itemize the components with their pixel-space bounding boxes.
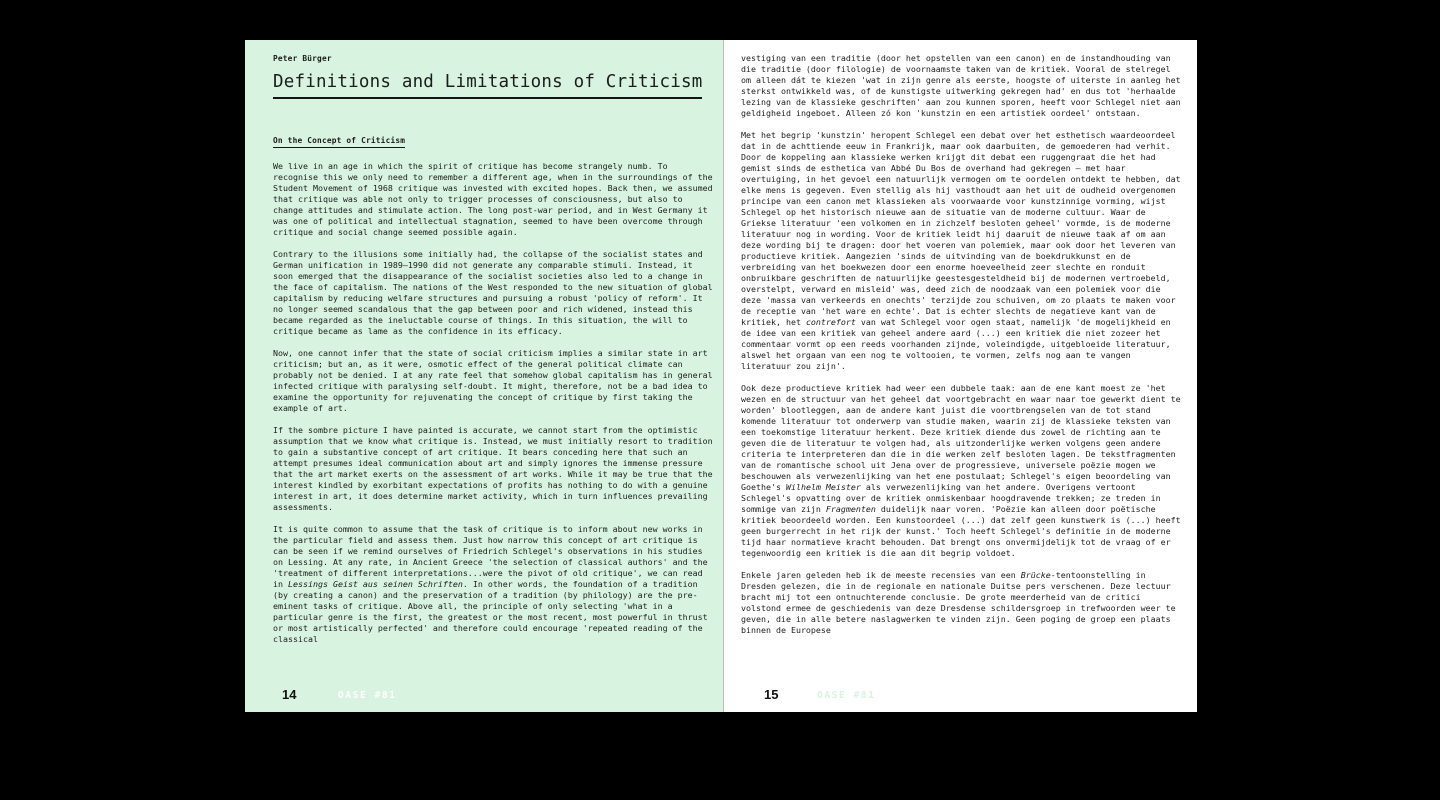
paragraph: If the sombre picture I have painted is accurate, we cannot start from the optimistic assumption that we know what critique is. Instead, we must initially resort to tradition to gain a substantive concept of art critique. It bears conceding here that such an attempt presumes ideal communication about art and simply ignores the immense pressure that the art market exerts on the assessment of art works. While it may be true that the interest kindled by exorbitant expectations of profits has nothing to do with a genuine interest in art, it does determine market activity, which in turn influences prevailing assessments.: [273, 425, 713, 512]
paragraph: Ook deze productieve kritiek had weer een dubbele taak: aan de ene kant moest ze 'het wezen en de structuur van het geheel dat voortgebracht en waar naar toe gewerkt dient te worden' blootleggen, aan de andere kant juist die voortbrengselen van de tot stand komende literatuur tot onderwerp van studie maken, waarin zij de klassieke teksten van een toekomstige literatuur herkent. Deze kritiek diende dus zowel de richting aan te geven die de literatuur te volgen had, als uitzonderlijke werken volgens geen andere criteria te interpreteren dan die in die werken zelf besloten lagen. De tekstfragmenten van de romantische school uit Jena over de progressieve, universele poëzie mogen we beschouwen als verwezenlijking van het ene postulaat; Schlegel's eigen beoordeling van Goethe's Wilhelm Meister als verwezenlijking van het andere. Overigens vertoont Schlegel's opvatting over de kritiek onmiskenbaar hoogdravende trekken; ze treden in sommige van zijn Fragmenten duidelijk naar voren. 'Poëzie kan alleen door poëtische kritiek beoordeeld worden. Een kunstoordeel (...) dat zelf geen kunstwerk is (...) heeft geen burgerrecht in het rijk der kunst.' Toch heeft Schlegel's definitie in de moderne tijd haar normatieve kracht behouden. Dat brengt ons onvermijdelijk tot de vraag of er tegenwoordig een kritiek is die aan dit begrip voldoet.: [741, 383, 1181, 558]
book-spread: [245, 40, 1196, 712]
page-number: 15: [764, 687, 779, 702]
paragraph: We live in an age in which the spirit of critique has become strangely numb. To recognise this we only need to remember a different age, when in the surroundings of the Student Movement of 1968 critique was invested with excited hopes. Back then, we assumed that critique was able not only to trigger processes of consciousness, but also to change attitudes and stimulate action. The long post-war period, and in West Germany it was one of political and intellectual stagnation, seemed to have been overcome through critique and social change seemed possible again.: [273, 161, 713, 237]
left-page-body-text: [273, 161, 713, 645]
page-number: 14: [282, 687, 297, 702]
author-name: Peter Bürger: [273, 54, 332, 63]
page-left: [245, 40, 723, 712]
right-page-body-text: [741, 53, 1181, 636]
page-right: [723, 40, 1197, 712]
journal-title: OASE #81: [817, 690, 876, 701]
page-footer-left: [245, 688, 723, 702]
section-heading: On the Concept of Criticism: [273, 136, 405, 148]
paragraph: Met het begrip 'kunstzin' heropent Schlegel een debat over het esthetisch waardeoordeel dat in de achttiende eeuw in Frankrijk, maar ook daarbuiten, de gemoederen had verhit. Door de koppeling aan klassieke werken krijgt dit debat een ruggengraat die het had gemist sinds de esthetica van Abbé Du Bos de overhand had gekregen — met haar overtuiging, in het gevoel een natuurlijk vermogen om te oordelen ontdekt te hebben, dat elke mens is gegeven. Even stellig als hij vasthoudt aan het uit de oudheid overgenomen principe van een canon met klassieken als voorwaarde voor kunstzinnige vorming, wijst Schlegel op het historisch nieuwe aan de situatie van de moderne cultuur. Waar de Griekse literatuur 'een volkomen en in zichzelf besloten geheel' vormde, is de moderne literatuur nog in wording. Voor de kritiek leidt hij daaruit de nieuwe taak af om aan deze wording bij te dragen: door het voeren van polemiek, maar ook door het leveren van productieve kritiek. Aangezien 'sinds de uitvinding van de boekdrukkunst en de verbreiding van het boekwezen door een enorme hoeveelheid zeer slechte en ronduit onbruikbare geschriften de natuurlijke geestesgesteldheid bij de modernen vertroebeld, overstelpt, verward en misleid' was, deed zich de noodzaak van een polemiek voor die deze 'massa van verkeerds en onechts' terzijde zou schuiven, om zo plaats te maken voor de receptie van 'het ware en echte'. Dat is echter slechts de negatieve kant van de kritiek, het contrefort van wat Schlegel voor ogen staat, namelijk 'de mogelijkheid en de idee van een kritiek van geheel andere aard (...) een kritiek die niet zozeer het commentaar vormt op een reeds voorhanden zijnde, voleindigde, uitgebloeide literatuur, alswel het orgaan van een nog te voltooien, te vormen, zelfs nog aan te vangen literatuur zou zijn'.: [741, 130, 1181, 371]
paragraph: It is quite common to assume that the task of critique is to inform about new works in the particular field and assess them. Just how narrow this concept of art critique is can be seen if we remind ourselves of Friedrich Schlegel's observations in his studies on Lessing. At any rate, in Ancient Greece 'the selection of classical authors' and the 'treatment of different interpretations...were the pivot of old critique', we can read in Lessings Geist aus seinen Schriften. In other words, the foundation of a tradition (by creating a canon) and the preservation of a tradition (by philology) are the pre-eminent tasks of critique. Above all, the principle of only selecting 'what in a particular genre is the first, the greatest or the most recent, most powerful in thrust or most artistically perfected' and therefore could encourage 'repeated reading of the classical: [273, 524, 708, 644]
journal-title: OASE #81: [338, 690, 397, 701]
article-title: Definitions and Limitations of Criticism: [273, 72, 702, 99]
paragraph: Now, one cannot infer that the state of social criticism implies a similar state in art criticism; but an, as it were, osmotic effect of the general political climate can probably not be denied. I at any rate feel that somehow global capitalism has in general infected critique with paralysing self-doubt. It might, therefore, not be a bad idea to examine the opportunity for rejuvenating the concept of critique by first taking the example of art.: [273, 348, 713, 413]
paragraph: vestiging van een traditie (door het opstellen van een canon) en de instandhouding van die traditie (door filologie) de voornaamste taken van de kritiek. Vooral de stelregel om alleen dát te kiezen 'wat in zijn genre als eerste, hoogste of uiterste in aanleg het sterkst ontwikkeld was, of de kunstigste uitwerking gekregen had' en dus tot 'herhaalde lezing van de klassieke geschriften' aan zou kunnen sporen, heeft voor Schlegel niet aan geldigheid ingeboet. Alleen zó kon 'kunstzin en een artistiek oordeel' ontstaan.: [741, 53, 1181, 118]
paragraph: Enkele jaren geleden heb ik de meeste recensies van een Brücke-tentoonstelling in Dresden gelezen, die in de regionale en nationale Duitse pers verschenen. Deze lectuur bracht mij tot een ontnuchterende conclusie. De grote meerderheid van de critici volstond ermee de geschiedenis van deze Dresdense schildersgroep in trefwoorden weer te geven, die in alle betere naslagwerken te vinden zijn. Geen poging de groep een plaats binnen de Europese: [741, 570, 1176, 635]
page-footer-right: [724, 688, 1197, 702]
paragraph: Contrary to the illusions some initially had, the collapse of the socialist states and German unification in 1989–1990 did not generate any comparable stimuli. Instead, it soon emerged that the disappearance of the socialist societies also led to a change in the face of capitalism. The nations of the West responded to the new situation of global capitalism by reducing welfare structures and pursuing a robust 'policy of reform'. It no longer seemed scandalous that the gap between poor and rich widened, instead this became regarded as the ineluctable course of things. In this situation, the will to critique became as lame as the confidence in its efficacy.: [273, 249, 713, 336]
